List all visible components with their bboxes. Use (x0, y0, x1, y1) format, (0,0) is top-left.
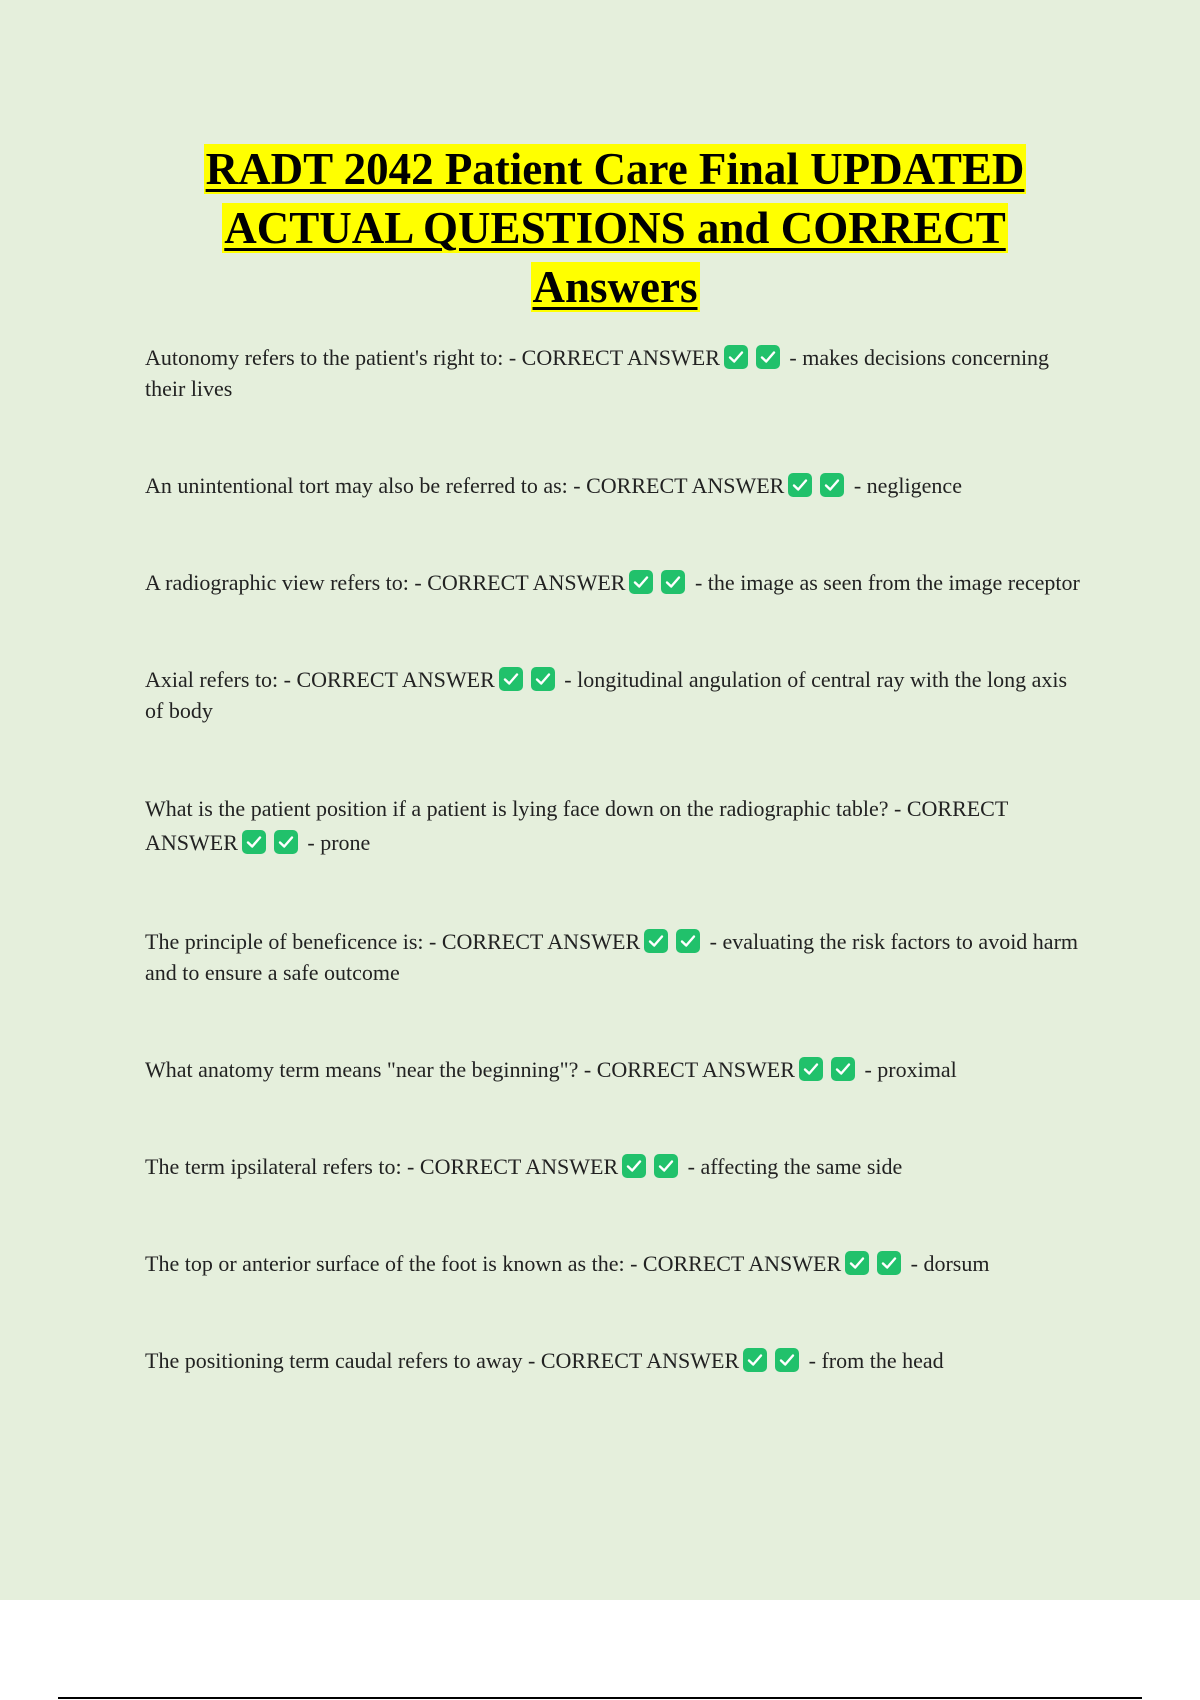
white-check-mark-icon (654, 1154, 678, 1178)
answer-text: - makes decisions concerning their lives (145, 345, 1050, 401)
question-text: The principle of beneficence is: - (145, 929, 442, 954)
document-title (120, 140, 1110, 317)
white-check-mark-icon (743, 1348, 767, 1372)
title-line-2: ACTUAL QUESTIONS and CORRECT (224, 203, 1006, 253)
white-check-mark-icon (788, 473, 812, 497)
qa-item (145, 342, 1085, 404)
question-text: The term ipsilateral refers to: - (145, 1154, 420, 1179)
white-check-mark-icon (242, 830, 266, 854)
white-check-mark-icon (676, 929, 700, 953)
qa-item (145, 1151, 1085, 1182)
white-check-mark-icon (274, 830, 298, 854)
answer-text: - dorsum (905, 1251, 990, 1276)
qa-item (145, 1345, 1085, 1376)
correct-answer-marker: CORRECT ANSWER (427, 570, 626, 595)
question-text: The positioning term caudal refers to away - (145, 1348, 541, 1373)
qa-item (145, 792, 1085, 860)
white-check-mark-icon (775, 1348, 799, 1372)
white-check-mark-icon (661, 570, 685, 594)
qa-item (145, 926, 1085, 988)
qa-list (145, 342, 1085, 1376)
white-check-mark-icon (799, 1057, 823, 1081)
answer-text: - the image as seen from the image receptor (689, 570, 1080, 595)
question-text: Axial refers to: - (145, 667, 297, 692)
correct-answer-marker: CORRECT ANSWER (145, 796, 1008, 855)
question-text: A radiographic view refers to: - (145, 570, 428, 595)
white-check-mark-icon (877, 1251, 901, 1275)
white-check-mark-icon (622, 1154, 646, 1178)
white-check-mark-icon (499, 667, 523, 691)
white-check-mark-icon (629, 570, 653, 594)
correct-answer-marker: CORRECT ANSWER (586, 473, 785, 498)
qa-item (145, 664, 1085, 726)
question-text: What is the patient position if a patient is lying face down on the radiographic table? - (145, 796, 907, 821)
question-text: The top or anterior surface of the foot is known as the: - (145, 1251, 643, 1276)
answer-text: - affecting the same side (682, 1154, 903, 1179)
correct-answer-marker: CORRECT ANSWER (540, 1348, 740, 1373)
question-text: An unintentional tort may also be referred to as: - (145, 473, 587, 498)
answer-text: - longitudinal angulation of central ray with the long axis of body (145, 667, 1068, 723)
answer-text: - evaluating the risk factors to avoid harm and to ensure a safe outcome (145, 929, 1079, 985)
answer-text: - negligence (848, 473, 962, 498)
correct-answer-marker: CORRECT ANSWER (642, 1251, 842, 1276)
white-check-mark-icon (724, 345, 748, 369)
question-text: Autonomy refers to the patient's right to: - (145, 345, 522, 370)
correct-answer-marker: CORRECT ANSWER (419, 1154, 619, 1179)
title-line-1: RADT 2042 Patient Care Final UPDATED (205, 144, 1025, 194)
answer-text: - proximal (858, 1057, 957, 1082)
correct-answer-marker: CORRECT ANSWER (596, 1057, 795, 1082)
qa-item (145, 567, 1085, 598)
qa-item (145, 1054, 1085, 1085)
white-check-mark-icon (756, 345, 780, 369)
correct-answer-marker: CORRECT ANSWER (441, 929, 641, 954)
question-text: What anatomy term means "near the beginning"? - (145, 1057, 597, 1082)
white-check-mark-icon (644, 929, 668, 953)
white-check-mark-icon (831, 1057, 855, 1081)
answer-text: - prone (301, 830, 371, 855)
white-check-mark-icon (845, 1251, 869, 1275)
answer-text: - from the head (803, 1348, 944, 1373)
qa-item (145, 1248, 1085, 1279)
white-check-mark-icon (531, 667, 555, 691)
qa-item (145, 470, 1085, 501)
correct-answer-marker: CORRECT ANSWER (521, 345, 720, 370)
correct-answer-marker: CORRECT ANSWER (296, 667, 495, 692)
footer-divider (58, 1697, 1142, 1699)
white-check-mark-icon (820, 473, 844, 497)
title-line-3: Answers (532, 262, 698, 312)
